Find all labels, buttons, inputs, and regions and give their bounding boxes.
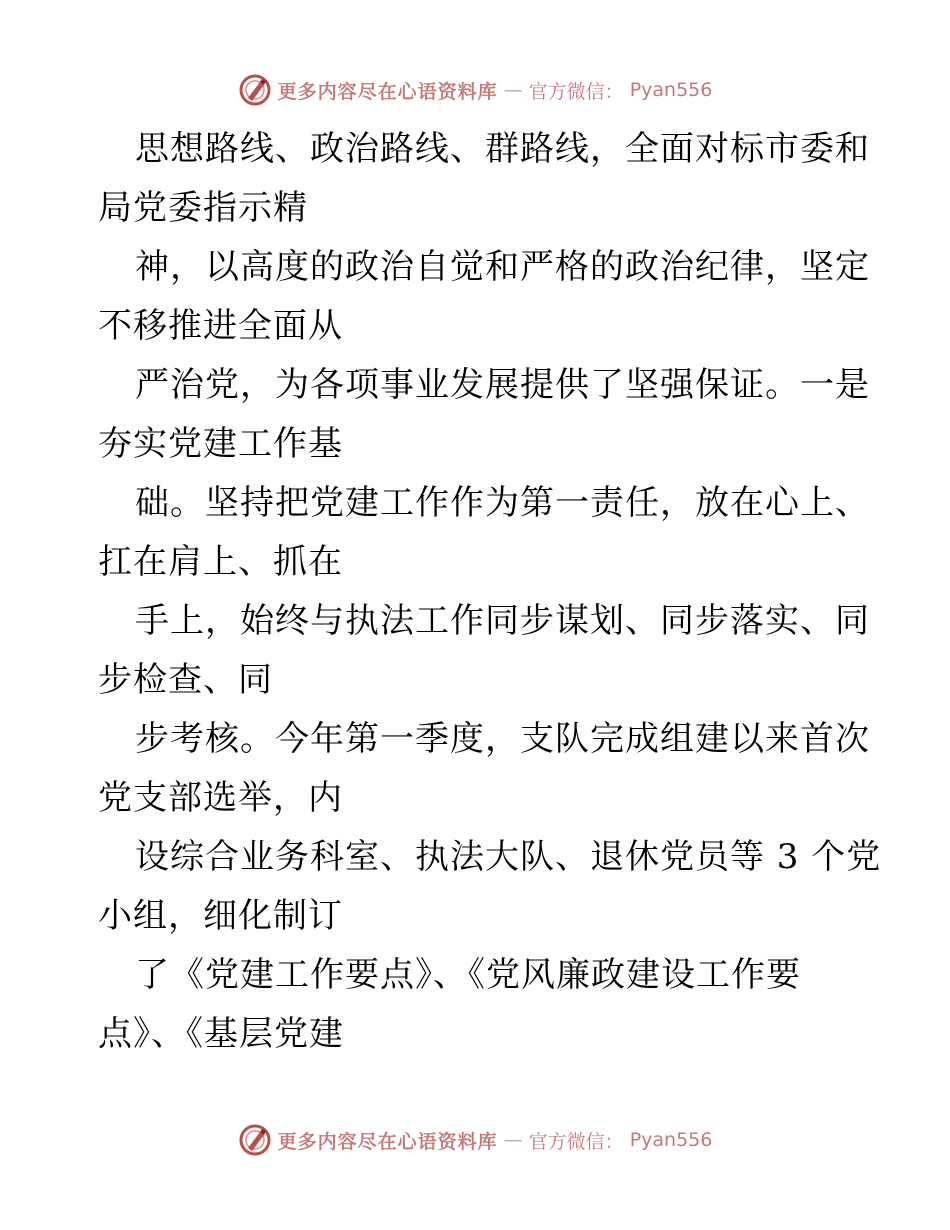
watermark-dash: — [503, 79, 523, 101]
paragraph-line-indented: 步考核。今年第一季度，支队完成组建以来首次 [135, 719, 870, 759]
paragraph [98, 238, 870, 356]
pen-nib-logo-icon [238, 73, 272, 107]
paragraph [98, 356, 870, 474]
watermark-site-text: 更多内容尽在心语资料库 [277, 1130, 498, 1153]
footer-watermark [0, 1120, 950, 1160]
paragraph-line-indented: 思想路线、政治路线、群路线，全面对标市委和 [135, 129, 870, 169]
watermark-group [238, 73, 713, 107]
paragraph-line: 扛在肩上、抓在 [98, 542, 343, 582]
paragraph-line-indented: 神，以高度的政治自觉和严格的政治纪律，坚定 [135, 247, 870, 287]
paragraph-line: 夯实党建工作基 [98, 424, 343, 464]
paragraph-line: 党支部选举，内 [98, 778, 343, 818]
watermark-label: 官方微信： [528, 1130, 624, 1153]
paragraph-line: 小组，细化制订 [98, 896, 343, 936]
paragraph-line-indented: 手上，始终与执法工作同步谋划、同步落实、同 [135, 601, 870, 641]
paragraph [98, 592, 870, 710]
header-watermark [0, 70, 950, 110]
watermark-group [238, 1123, 713, 1157]
watermark-wechat-id: Pyan556 [629, 79, 713, 101]
paragraph-line: 不移推进全面从 [98, 306, 343, 346]
watermark-dash: — [503, 1129, 523, 1151]
paragraph [98, 828, 882, 946]
watermark-wechat-id: Pyan556 [629, 1129, 713, 1151]
paragraph [98, 120, 870, 238]
paragraph [98, 946, 858, 1064]
paragraph-line: 局党委指示精 [98, 188, 308, 228]
pen-nib-logo-icon [238, 1123, 272, 1157]
paragraph [98, 710, 870, 828]
paragraph-line: 点》、《基层党建 [98, 1014, 344, 1054]
document-body [98, 120, 882, 1064]
paragraph-line: 步检查、同 [98, 660, 273, 700]
paragraph [98, 474, 870, 592]
watermark-label: 官方微信： [528, 80, 624, 103]
paragraph-line-indented: 础。坚持把党建工作作为第一责任，放在心上、 [135, 483, 870, 523]
paragraph-line-indented: 了《党建工作要点》、《党风廉政建设工作要 [135, 955, 801, 995]
paragraph-line-indented: 设综合业务科室、执法大队、退休党员等 3 个党 [135, 837, 882, 877]
paragraph-line-indented: 严治党，为各项事业发展提供了坚强保证。一是 [135, 365, 870, 405]
watermark-site-text: 更多内容尽在心语资料库 [277, 80, 498, 103]
